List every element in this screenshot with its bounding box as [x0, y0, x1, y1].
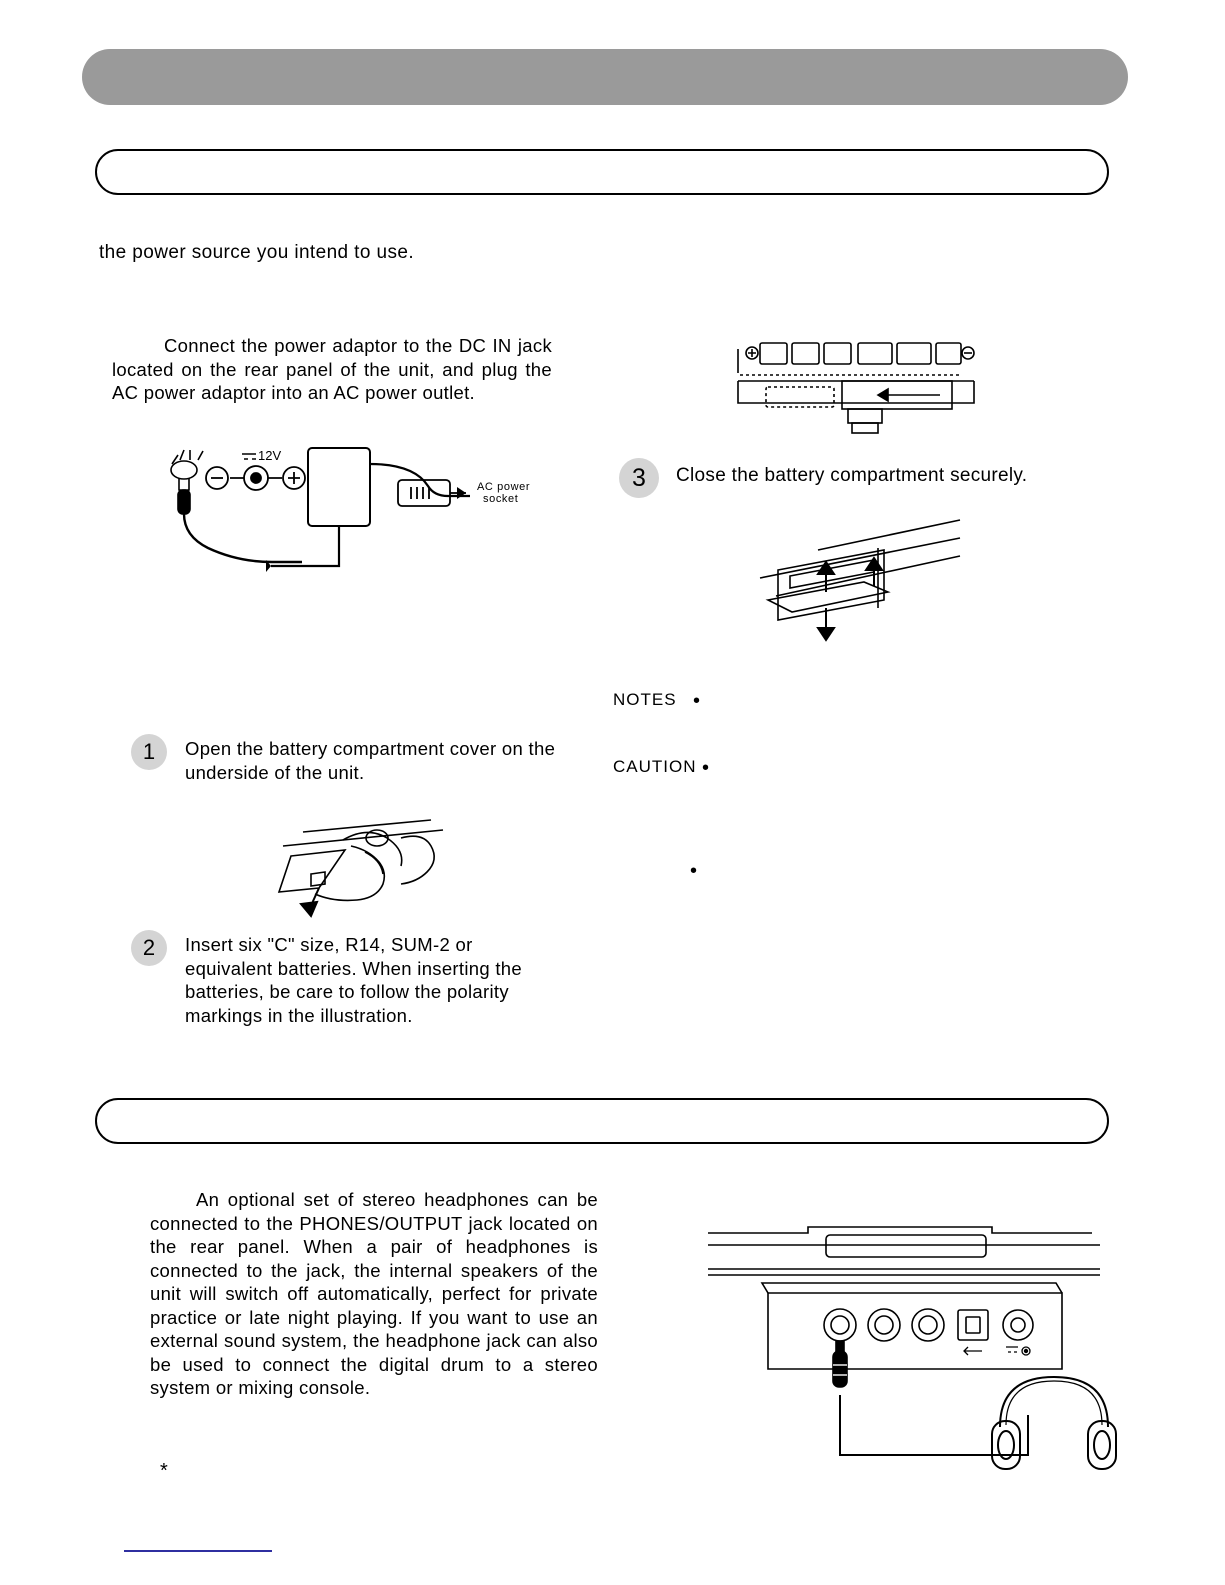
ac-adaptor-illustration [150, 440, 580, 570]
caution-bullet-icon-2: • [690, 860, 698, 882]
notes-bullet-icon: • [693, 690, 701, 712]
step-3-text: Close the battery compartment securely. [676, 465, 1028, 486]
caution-bullet-icon: • [702, 757, 710, 779]
step-2-text: Insert six "C" size, R14, SUM-2 or equivalent batteries. When inserting the batteries, be care to follow the polarity markings in the illustration. [185, 934, 522, 1026]
step-3-number: 3 [619, 458, 659, 498]
step-1-number: 1 [131, 734, 167, 770]
step-1-text: Open the battery compartment cover on the underside of the unit. [185, 738, 556, 783]
adaptor-paragraph: Connect the power adaptor to the DC IN jack located on the rear panel of the unit, and plug the AC power adaptor into an AC power outlet. [112, 335, 552, 403]
footnote-asterisk: * [160, 1460, 168, 1482]
caution-label: CAUTION [613, 757, 697, 776]
svg-text:AC power: AC power [477, 481, 531, 493]
svg-text:12V: 12V [258, 448, 282, 463]
step-2-number: 2 [131, 930, 167, 966]
bottom-link-underline[interactable] [124, 1550, 272, 1552]
rear-panel-headphones-illustration [700, 1215, 1120, 1480]
headphones-paragraph: An optional set of stereo headphones can be connected to the PHONES/OUTPUT jack located on the rear panel. When a pair of headphones is connected to the jack, the internal speakers of the unit will switch off automatically, perfect for private practice or late night playing. If you want to use an external sound system, the headphone jack can also be used to connect the digital drum to a stereo system or mixing console. [150, 1189, 598, 1398]
page-header-bar [82, 49, 1128, 105]
intro-text: the power source you intend to use. [99, 242, 415, 263]
notes-label: NOTES [613, 690, 677, 709]
open-cover-illustration [255, 812, 475, 927]
svg-text:socket: socket [483, 493, 519, 505]
close-compartment-illustration [760, 508, 980, 653]
battery-insert-illustration [730, 335, 990, 445]
section-bar-power-supply [95, 149, 1109, 195]
section-bar-headphones [95, 1098, 1109, 1144]
